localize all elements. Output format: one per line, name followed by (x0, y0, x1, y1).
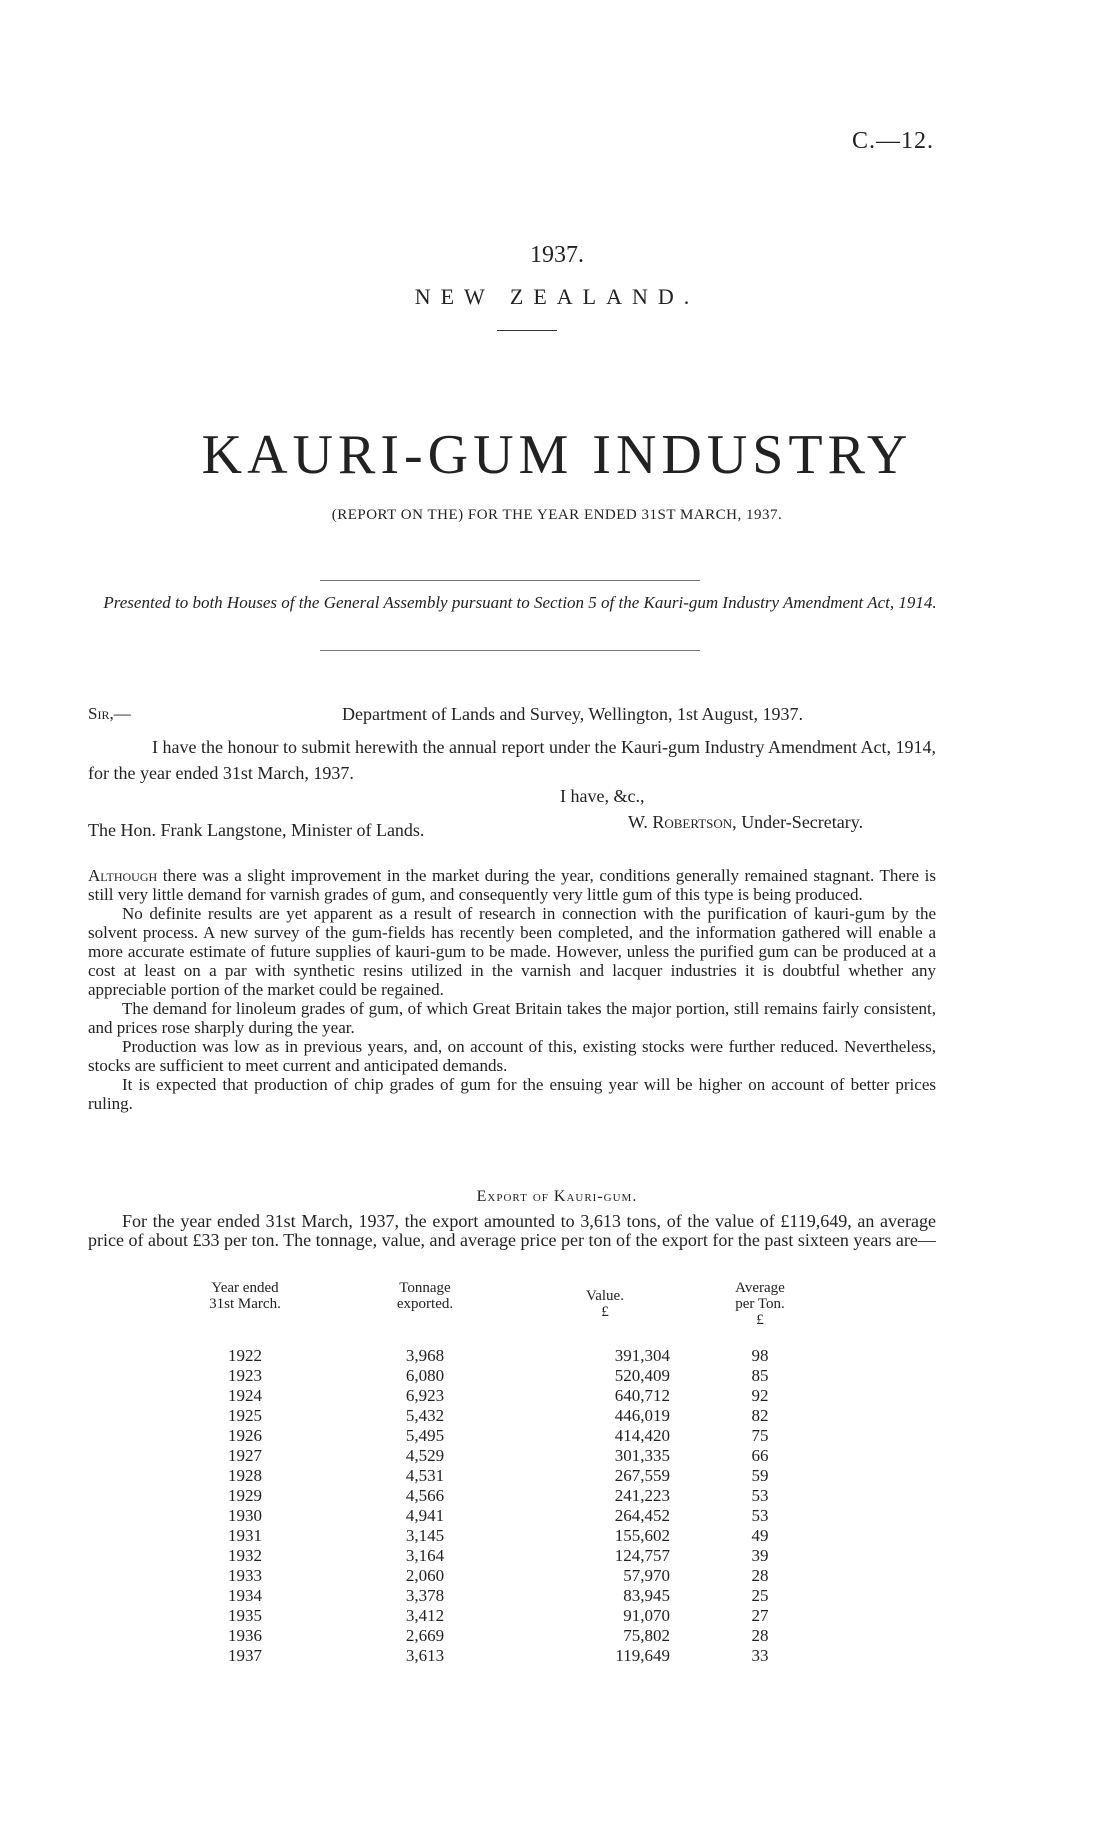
cell-value: 264,452 (614, 1506, 670, 1525)
table-row (180, 1506, 840, 1526)
table-body (180, 1346, 840, 1666)
cell-value: 640,712 (614, 1386, 670, 1405)
report-year: 1937. (530, 242, 584, 268)
export-heading: Export of Kauri-gum. (476, 1188, 638, 1205)
header-text: exported. (396, 1296, 454, 1312)
cell-tonnage: 3,968 (405, 1346, 445, 1365)
cell-average: 59 (751, 1466, 769, 1485)
cell-value: 83,945 (623, 1586, 670, 1605)
cell-year: 1929 (228, 1486, 262, 1505)
cell-value: 301,335 (614, 1446, 670, 1465)
paragraph (88, 866, 936, 904)
table-row (180, 1466, 840, 1486)
header-text: Year ended (211, 1280, 279, 1296)
table-row (180, 1566, 840, 1586)
cell-average: 98 (751, 1346, 769, 1365)
header-text: Average (735, 1280, 785, 1296)
paragraph: The demand for linoleum grades of gum, of which Great Britain takes the major portion, still remains fairly consistent, and prices rose sharply during the year. (88, 999, 936, 1037)
cell-average: 85 (751, 1366, 769, 1385)
header-text: Tonnage (399, 1280, 451, 1296)
cell-year: 1931 (228, 1526, 262, 1545)
header-text: £ (601, 1304, 609, 1320)
cell-average: 49 (751, 1526, 769, 1545)
cell-value: 119,649 (615, 1646, 670, 1665)
table-row (180, 1446, 840, 1466)
cell-average: 75 (751, 1426, 769, 1445)
report-subtitle: (REPORT ON THE) FOR THE YEAR ENDED 31ST MARCH, 1937. (331, 507, 783, 523)
cell-tonnage: 4,566 (405, 1486, 445, 1505)
cell-tonnage: 5,495 (405, 1426, 445, 1445)
cell-year: 1925 (228, 1406, 262, 1425)
cell-value: 155,602 (614, 1526, 670, 1545)
cell-tonnage: 4,941 (405, 1506, 445, 1525)
cell-average: 66 (751, 1446, 769, 1465)
cell-tonnage: 4,529 (405, 1446, 445, 1465)
cell-year: 1928 (228, 1466, 262, 1485)
letter-closing: I have, &c., (560, 786, 645, 806)
cell-value: 414,420 (614, 1426, 670, 1445)
cell-average: 28 (751, 1566, 769, 1585)
paragraph: No definite results are yet apparent as a result of research in connection with the purification of kauri-gum by the solvent process. A new survey of the gum-fields has recently been completed, and the information gathered will enable a more accurate estimate of future supplies of kauri-gum to be made. However, unless the purified gum can be produced at a cost at least on a par with synthetic resins utilized in the varnish and lacquer industries it is doubtful whether any appreciable portion of the market could be regained. (88, 904, 936, 999)
cell-value: 91,070 (623, 1606, 670, 1625)
cell-average: 92 (751, 1386, 769, 1405)
header-year (180, 1280, 310, 1312)
header-text: £ (756, 1312, 764, 1328)
document-reference: C.—12. (851, 128, 934, 154)
cell-value: 124,757 (614, 1546, 670, 1565)
letter-address-date: Department of Lands and Survey, Wellington, 1st August, 1937. (342, 704, 803, 724)
cell-value: 446,019 (614, 1406, 670, 1425)
export-table (180, 1280, 840, 1666)
cell-tonnage: 2,669 (405, 1626, 445, 1645)
cell-year: 1936 (228, 1626, 262, 1645)
table-row (180, 1546, 840, 1566)
table-row (180, 1486, 840, 1506)
header-text: 31st March. (209, 1296, 281, 1312)
cell-average: 25 (751, 1586, 769, 1605)
table-row (180, 1346, 840, 1366)
cell-tonnage: 3,412 (405, 1606, 445, 1625)
header-text: per Ton. (735, 1296, 785, 1312)
cell-tonnage: 3,378 (405, 1586, 445, 1605)
cell-tonnage: 3,164 (405, 1546, 445, 1565)
table-row (180, 1646, 840, 1666)
cell-value: 391,304 (614, 1346, 670, 1365)
table-row (180, 1626, 840, 1646)
table-row (180, 1526, 840, 1546)
cell-year: 1935 (228, 1606, 262, 1625)
country-heading: NEW ZEALAND. (414, 284, 700, 309)
paragraph-text: there was a slight improvement in the market during the year, conditions generally remained stagnant. There is still very little demand for varnish grades of gum, and consequently very little gum of this type is being produced. (88, 866, 936, 904)
cell-year: 1932 (228, 1546, 262, 1565)
cell-year: 1937 (228, 1646, 262, 1665)
report-title: KAURI-GUM INDUSTRY (201, 424, 913, 486)
cell-year: 1923 (228, 1366, 262, 1385)
letter-signature (628, 812, 863, 833)
report-body (88, 866, 936, 1113)
cell-average: 27 (751, 1606, 769, 1625)
cell-year: 1927 (228, 1446, 262, 1465)
letter-salutation: Sir,— (88, 704, 131, 723)
table-row (180, 1386, 840, 1406)
cell-year: 1926 (228, 1426, 262, 1445)
cell-tonnage: 3,613 (405, 1646, 445, 1665)
cell-average: 28 (751, 1626, 769, 1645)
cell-value: 75,802 (623, 1626, 670, 1645)
header-value (540, 1280, 670, 1320)
header-text: Value. (586, 1288, 624, 1304)
table-row (180, 1586, 840, 1606)
cell-value: 520,409 (614, 1366, 670, 1385)
cell-value: 57,970 (623, 1566, 670, 1585)
cell-tonnage: 5,432 (405, 1406, 445, 1425)
divider (497, 330, 557, 331)
divider (320, 650, 700, 651)
paragraph: It is expected that production of chip grades of gum for the ensuing year will be higher on account of better prices ruling. (88, 1075, 936, 1113)
cell-year: 1922 (228, 1346, 262, 1365)
cell-tonnage: 4,531 (405, 1466, 445, 1485)
signature-name: W. Robertson, (628, 812, 737, 832)
cell-average: 53 (751, 1506, 769, 1525)
table-row (180, 1406, 840, 1426)
divider (320, 580, 700, 581)
cell-average: 82 (751, 1406, 769, 1425)
cell-tonnage: 6,923 (405, 1386, 445, 1405)
cell-average: 33 (751, 1646, 769, 1665)
header-tonnage (360, 1280, 490, 1312)
cell-value: 267,559 (614, 1466, 670, 1485)
table-row (180, 1606, 840, 1626)
table-row (180, 1426, 840, 1446)
presented-notice: Presented to both Houses of the General Assembly pursuant to Section 5 of the Kauri-gum Industry Amendment Act, 1914. (103, 593, 937, 612)
paragraph: Production was low as in previous years, and, on account of this, existing stocks were further reduced. Nevertheless, stocks are sufficient to meet current and anticipated demands. (88, 1037, 936, 1075)
export-paragraph: For the year ended 31st March, 1937, the export amounted to 3,613 tons, of the value of £119,649, an average price of about £33 per ton. The tonnage, value, and average price per ton of the export for the past sixteen years are— (88, 1211, 936, 1250)
signature-title: Under-Secretary. (741, 812, 864, 832)
cell-tonnage: 3,145 (405, 1526, 445, 1545)
header-average (700, 1280, 820, 1328)
cell-year: 1924 (228, 1386, 262, 1405)
cell-year: 1930 (228, 1506, 262, 1525)
cell-value: 241,223 (614, 1486, 670, 1505)
table-header (180, 1280, 840, 1346)
table-row (180, 1366, 840, 1386)
cell-year: 1934 (228, 1586, 262, 1605)
letter-addressee: The Hon. Frank Langstone, Minister of Lands. (88, 820, 425, 840)
cell-tonnage: 2,060 (405, 1566, 445, 1585)
paragraph-lead: Although (88, 866, 158, 885)
cell-tonnage: 6,080 (405, 1366, 445, 1385)
letter-body: I have the honour to submit herewith the annual report under the Kauri-gum Industry Amendment Act, 1914, for the year ended 31st March, 1937. (88, 737, 936, 783)
cell-year: 1933 (228, 1566, 262, 1585)
cell-average: 39 (751, 1546, 769, 1565)
cell-average: 53 (751, 1486, 769, 1505)
